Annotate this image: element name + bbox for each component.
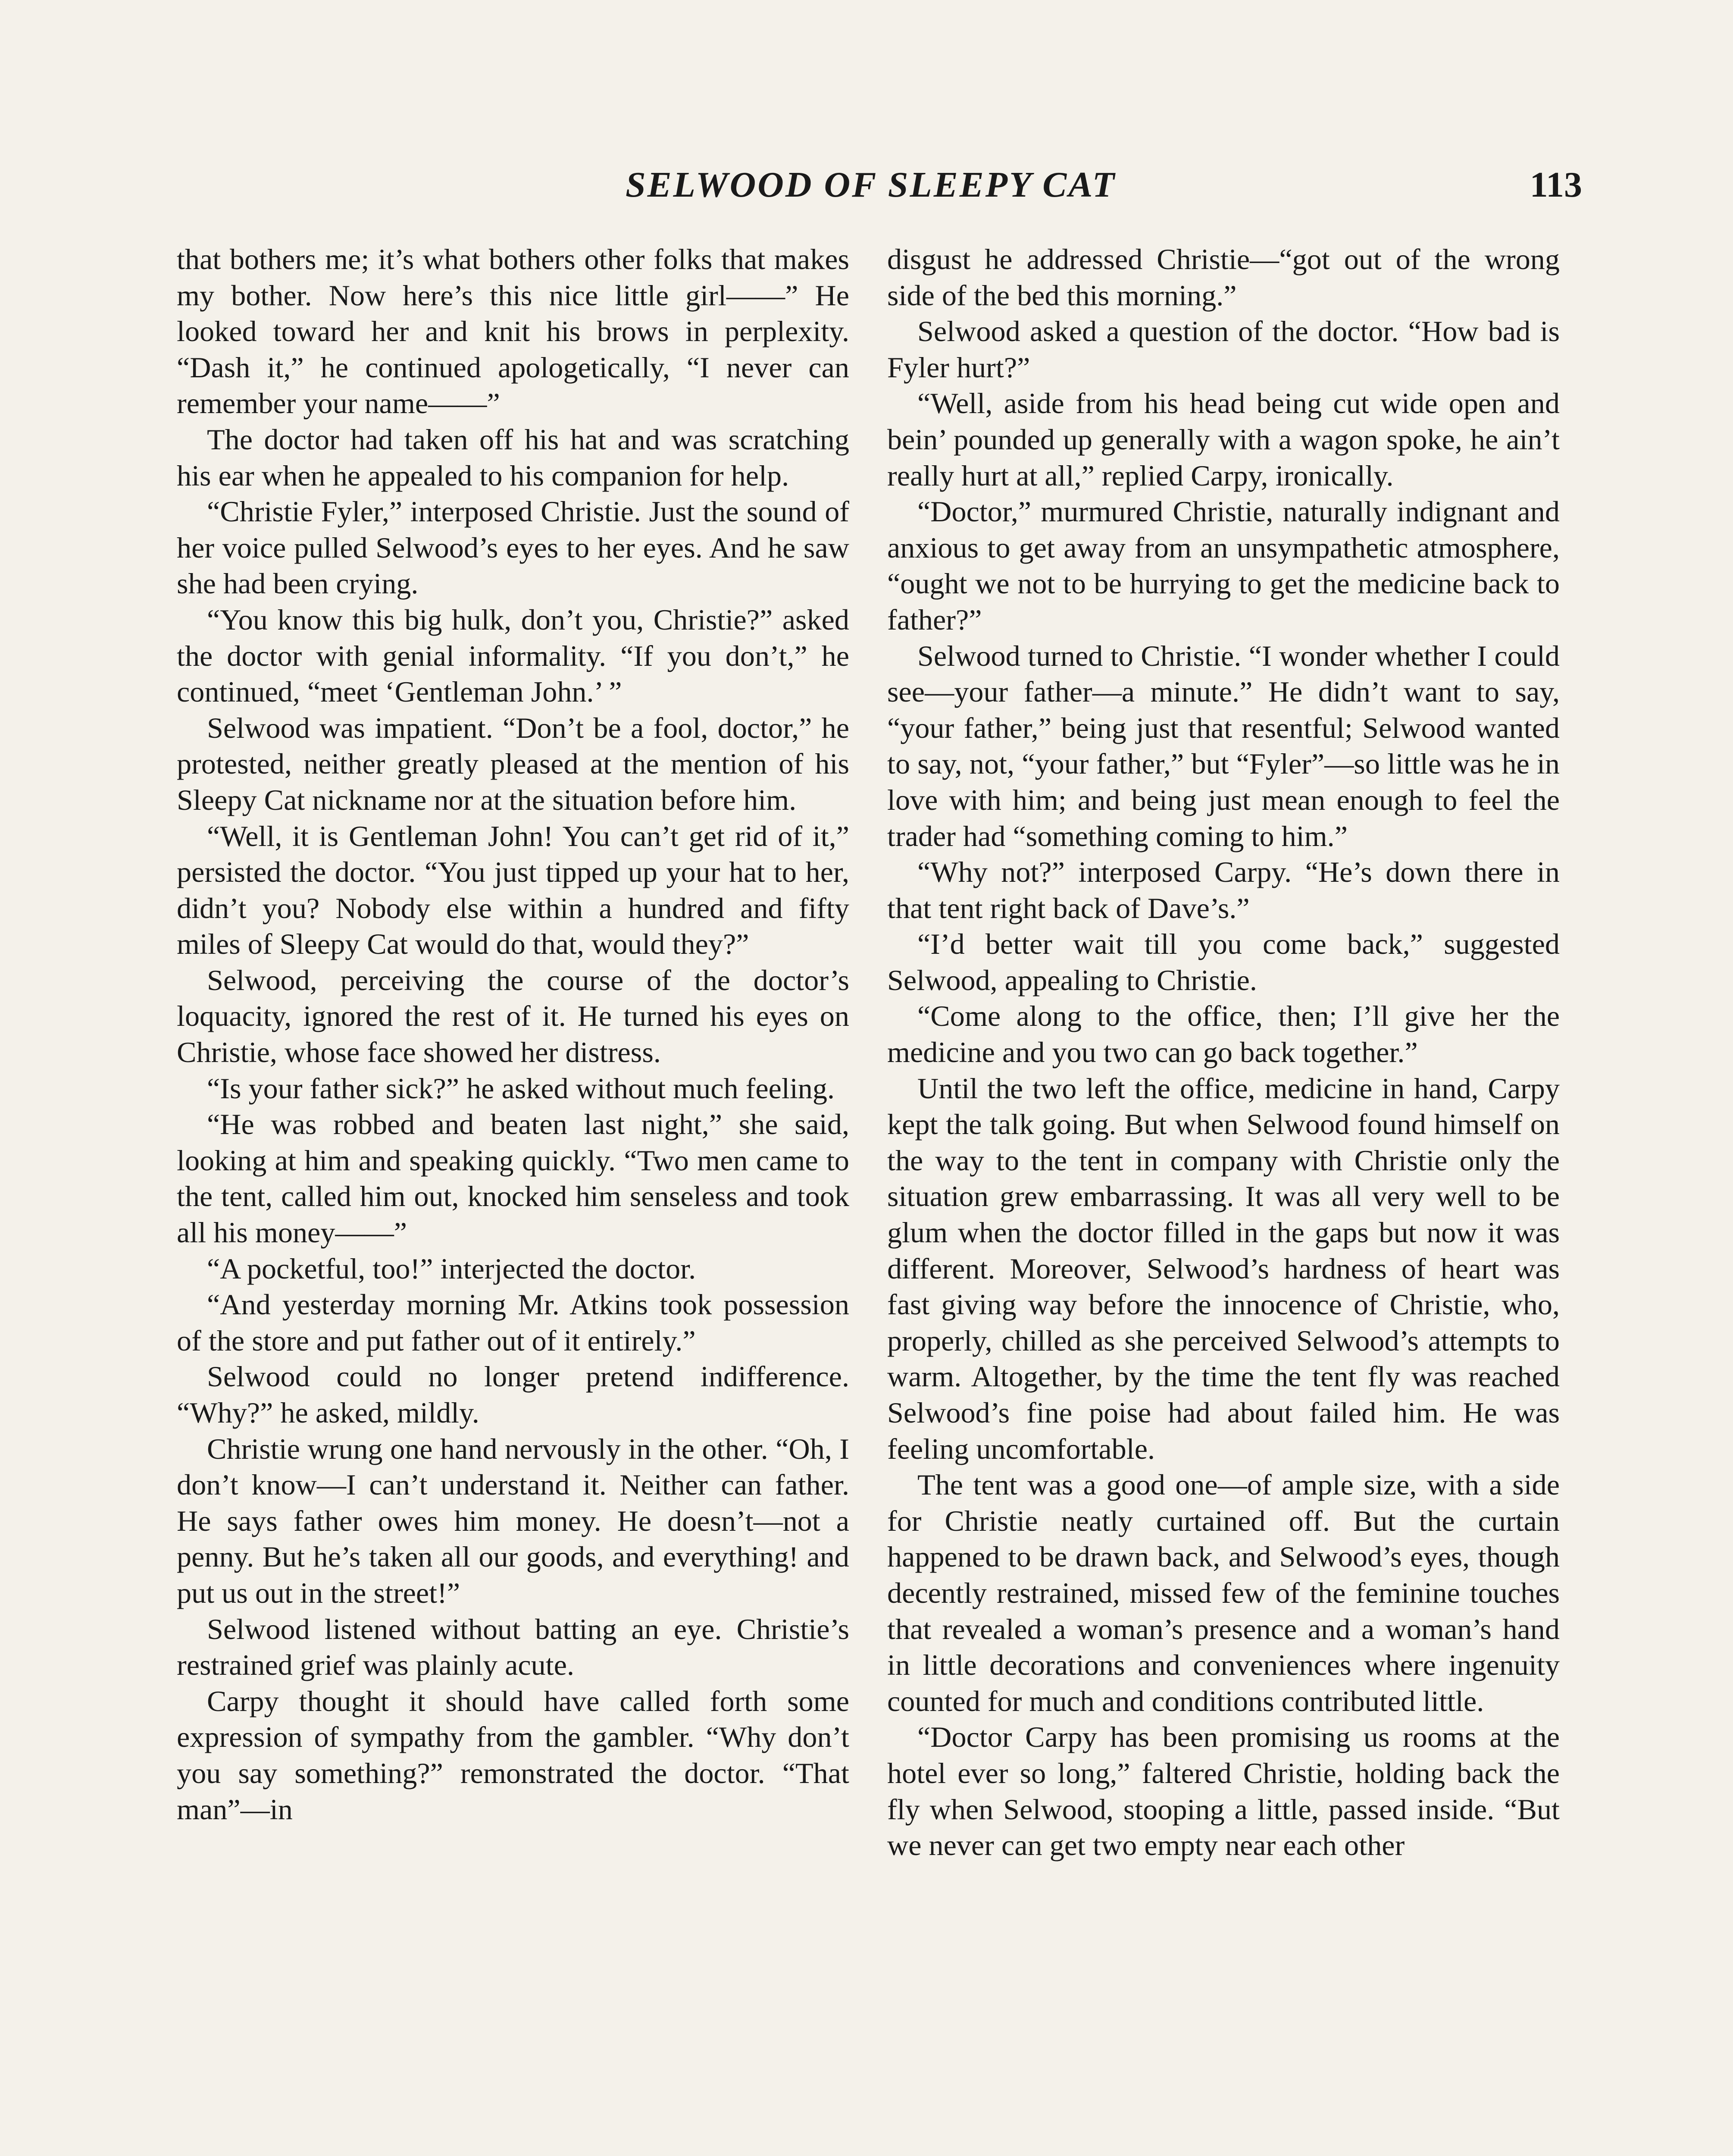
paragraph: “Doctor,” murmured Christie, naturally indignant and anxious to get away from an unsympathetic atmosphere, “ought we not to be hurrying to get the medicine back to father?”	[887, 495, 1560, 636]
paragraph: disgust he addressed Christie—“got out of the wrong side of the bed this morning.”	[887, 243, 1560, 312]
paragraph: that bothers me; it’s what bothers other folks that makes my bother. Now here’s this nice little girl——” He looked toward her and knit his brows in perplexity. “Dash it,” he continued apologetically, “I never can remember your name——”	[177, 243, 849, 420]
paragraph: Selwood turned to Christie. “I wonder whether I could see—your father—a minute.” He didn’t want to say, “your father,” being just that resentful; Selwood wanted to say, not, “your father,” but “Fyler”—so little was he in love with him; and being just mean enough to feel the trader had “something coming to him.”	[887, 639, 1560, 852]
running-head	[177, 164, 1582, 216]
paragraph: “He was robbed and beaten last night,” she said, looking at him and speaking quickly. “Two men came to the tent, called him out, knocked him senseless and took all his money——”	[177, 1108, 849, 1249]
paragraph: Carpy thought it should have called forth some expression of sympathy from the gambler. “Why don’t you say something?” remonstrated the doctor. “That man”—in	[177, 1684, 849, 1826]
paragraph: “Is your father sick?” he asked without much feeling.	[207, 1072, 835, 1105]
paragraph: Selwood was impatient. “Don’t be a fool, doctor,” he protested, neither greatly pleased at the mention of his Sleepy Cat nickname nor at the situation before him.	[177, 711, 849, 816]
right-text-column	[887, 241, 1560, 2156]
paragraph: The doctor had taken off his hat and was scratching his ear when he appealed to his companion for help.	[177, 423, 849, 492]
paragraph: The tent was a good one—of ample size, with a side for Christie neatly curtained off. But the curtain happened to be drawn back, and Selwood’s eyes, though decently restrained, missed few of the feminine touches that revealed a woman’s presence and a woman’s hand in little decorations and conveniences where ingenuity counted for much and conditions contributed little.	[887, 1468, 1560, 1717]
paragraph: “Doctor Carpy has been promising us rooms at the hotel ever so long,” faltered Christie, holding back the fly when Selwood, stooping a little, passed inside. “But we never can get two empty near each other	[887, 1720, 1560, 1862]
paragraph: “Come along to the office, then; I’ll give her the medicine and you two can go back together.”	[887, 1000, 1560, 1069]
paragraph: “Why not?” interposed Carpy. “He’s down there in that tent right back of Dave’s.”	[887, 856, 1560, 924]
paragraph: Selwood could no longer pretend indifference. “Why?” he asked, mildly.	[177, 1360, 849, 1429]
paragraph: “I’d better wait till you come back,” suggested Selwood, appealing to Christie.	[887, 928, 1560, 997]
paragraph: “Well, aside from his head being cut wide open and bein’ pounded up generally with a wagon spoke, he ain’t really hurt at all,” replied Carpy, ironically.	[887, 387, 1560, 492]
left-text-column	[177, 241, 849, 2156]
paragraph: Christie wrung one hand nervously in the other. “Oh, I don’t know—I can’t understand it. Neither can father. He says father owes him money. He doesn’t—not a penny. But he’s taken all our goods, and everything! and put us out in the street!”	[177, 1432, 849, 1609]
paragraph: “Well, it is Gentleman John! You can’t get rid of it,” persisted the doctor. “You just tipped up your hat to her, didn’t you? Nobody else within a hundred and fifty miles of Sleepy Cat would do that, would they?”	[177, 819, 849, 961]
paragraph: “A pocketful, too!” interjected the doctor.	[207, 1252, 696, 1285]
page-number: 113	[1530, 165, 1582, 205]
paragraph: “You know this big hulk, don’t you, Christie?” asked the doctor with genial informality. “If you don’t,” he continued, “meet ‘Gentleman John.’ ”	[177, 603, 849, 708]
paragraph: Selwood listened without batting an eye. Christie’s restrained grief was plainly acute.	[177, 1612, 849, 1682]
paragraph: Selwood asked a question of the doctor. “How bad is Fyler hurt?”	[887, 315, 1560, 384]
paragraph: Until the two left the office, medicine in hand, Carpy kept the talk going. But when Selwood found himself on the way to the tent in company with Christie only the situation grew embarrassing. It was all very well to be glum when the doctor filled in the gaps but now it was different. Moreover, Selwood’s hardness of heart was fast giving way before the innocence of Christie, who, properly, chilled as she perceived Selwood’s attempts to warm. Altogether, by the time the tent fly was reached Selwood’s fine poise had about failed him. He was feeling uncomfortable.	[887, 1072, 1560, 1465]
paragraph: “Christie Fyler,” interposed Christie. Just the sound of her voice pulled Selwood’s eyes to her eyes. And he saw she had been crying.	[177, 495, 849, 600]
paragraph: Selwood, perceiving the course of the doctor’s loquacity, ignored the rest of it. He turned his eyes on Christie, whose face showed her distress.	[177, 963, 849, 1069]
running-title: SELWOOD OF SLEEPY CAT	[625, 165, 1117, 205]
paragraph: “And yesterday morning Mr. Atkins took possession of the store and put father out of it entirely.”	[177, 1288, 849, 1357]
